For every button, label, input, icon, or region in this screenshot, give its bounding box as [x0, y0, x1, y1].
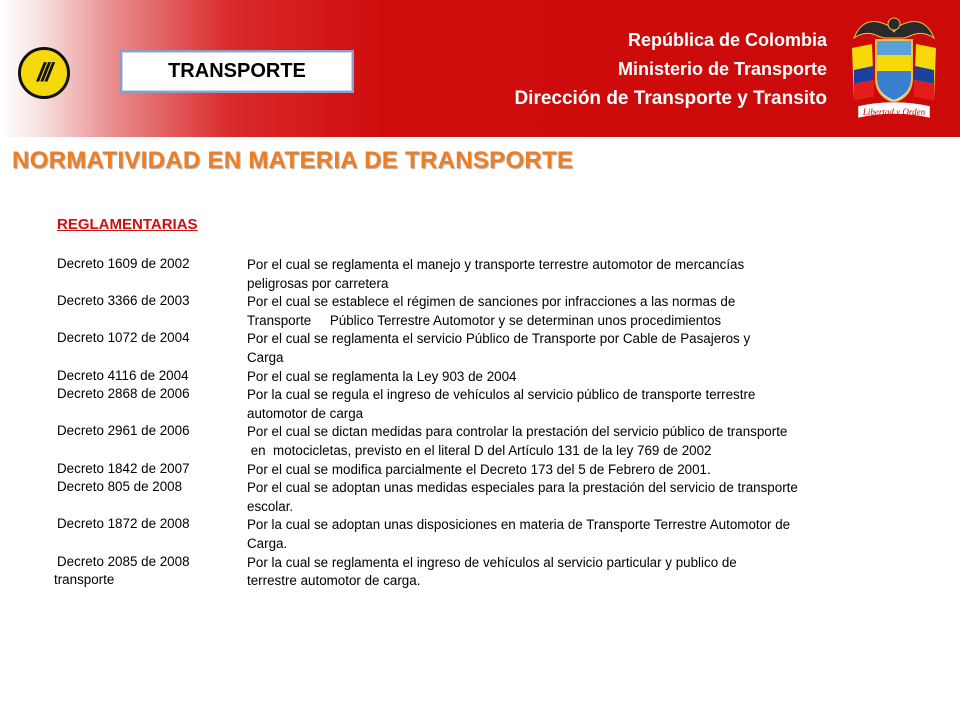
decree-desc-line: Por el cual se reglamenta el servicio Público de Transporte por Cable de Pasajeros y	[247, 331, 751, 347]
decree-desc-line: Por el cual se dictan medidas para controlar la prestación del servicio público de transporte	[247, 424, 788, 440]
decree-id: Decreto 3366 de 2003	[57, 293, 190, 309]
decree-desc-line: peligrosas por carretera	[247, 275, 389, 291]
decree-id: Decreto 1072 de 2004	[57, 330, 190, 346]
decree-desc-line: Por el cual se establece el régimen de sanciones por infracciones a las normas de	[247, 294, 736, 310]
ministry-line-country: República de Colombia	[627, 30, 827, 50]
decree-desc-line: Por la cual se regula el ingreso de vehículos al servicio público de transporte terrestre	[247, 387, 756, 403]
ministry-line-ministry: Ministerio de Transporte	[617, 59, 827, 79]
section-heading: REGLAMENTARIAS	[57, 216, 198, 233]
decree-id: Decreto 2085 de 2008	[57, 553, 190, 569]
decree-desc-line: Por el cual se adoptan unas medidas especiales para la prestación del servicio de transporte	[247, 480, 798, 496]
transport-badge: TRANSPORTE	[120, 50, 354, 93]
decree-description	[247, 461, 917, 480]
decree-row	[57, 516, 917, 553]
decree-desc-line: Por la cual se reglamenta el ingreso de vehículos al servicio particular y publico de	[247, 554, 737, 570]
decree-description	[247, 479, 917, 516]
coat-motto: Libertad y Orden	[862, 107, 926, 117]
ministry-block	[514, 26, 827, 113]
decree-desc-line: Por el cual se reglamenta la Ley 903 de 2004	[247, 368, 517, 384]
decree-description	[247, 256, 917, 293]
decree-id: Decreto 1842 de 2007	[57, 460, 190, 476]
decree-id: Decreto 2868 de 2006	[57, 386, 190, 402]
decree-row	[54, 553, 917, 591]
decree-id: Decreto 1872 de 2008	[57, 516, 190, 532]
decree-id: Decreto 805 de 2008	[57, 479, 183, 495]
decree-description	[247, 554, 917, 591]
decree-description	[247, 516, 917, 553]
ministry-logo	[18, 47, 70, 99]
decree-id: Decreto 4116 de 2004	[57, 367, 189, 383]
decree-description	[247, 386, 917, 423]
header-banner	[0, 0, 960, 137]
decree-desc-line: escolar.	[247, 498, 294, 514]
decree-description	[247, 423, 917, 460]
decree-desc-line: Por la cual se adoptan unas disposiciones en materia de Transporte Terrestre Automotor de	[247, 517, 791, 533]
decree-row	[57, 293, 917, 330]
decree-id: Decreto 1609 de 2002	[57, 256, 190, 271]
decree-desc-line: Carga	[247, 349, 284, 365]
decree-row	[57, 479, 917, 516]
decree-row	[57, 368, 917, 387]
decree-desc-line: Carga.	[247, 535, 288, 551]
decree-row	[57, 256, 917, 293]
decree-row	[57, 330, 917, 367]
decree-description	[247, 330, 917, 367]
decree-row	[57, 423, 917, 460]
decree-description	[247, 368, 917, 387]
coat-of-arms-icon	[844, 8, 944, 130]
logo-mark-icon: ///	[34, 56, 54, 87]
decree-desc-line: Por el cual se reglamenta el manejo y transporte terrestre automotor de mercancías	[247, 257, 745, 272]
decree-list	[54, 256, 917, 591]
decree-desc-line: Transporte Público Terrestre Automotor y se determinan unos procedimientos	[247, 312, 722, 328]
decree-id: Decreto 2961 de 2006	[57, 423, 190, 439]
decree-desc-line: Por el cual se modifica parcialmente el Decreto 173 del 5 de Febrero de 2001.	[247, 461, 711, 477]
decree-row	[57, 386, 917, 423]
decree-row	[57, 461, 917, 480]
decree-desc-line: automotor de carga	[247, 405, 364, 421]
decree-desc-line: en motocicletas, previsto en el literal D del Artículo 131 de la ley 769 de 2002	[247, 442, 712, 458]
decree-desc-line: terrestre automotor de carga.	[247, 573, 421, 589]
page-title: NORMATIVIDAD EN MATERIA DE TRANSPORTE	[12, 147, 574, 174]
ministry-line-direction: Dirección de Transporte y Transito	[514, 88, 827, 109]
decree-id-tail: transporte	[54, 572, 115, 588]
decree-description	[247, 293, 917, 330]
